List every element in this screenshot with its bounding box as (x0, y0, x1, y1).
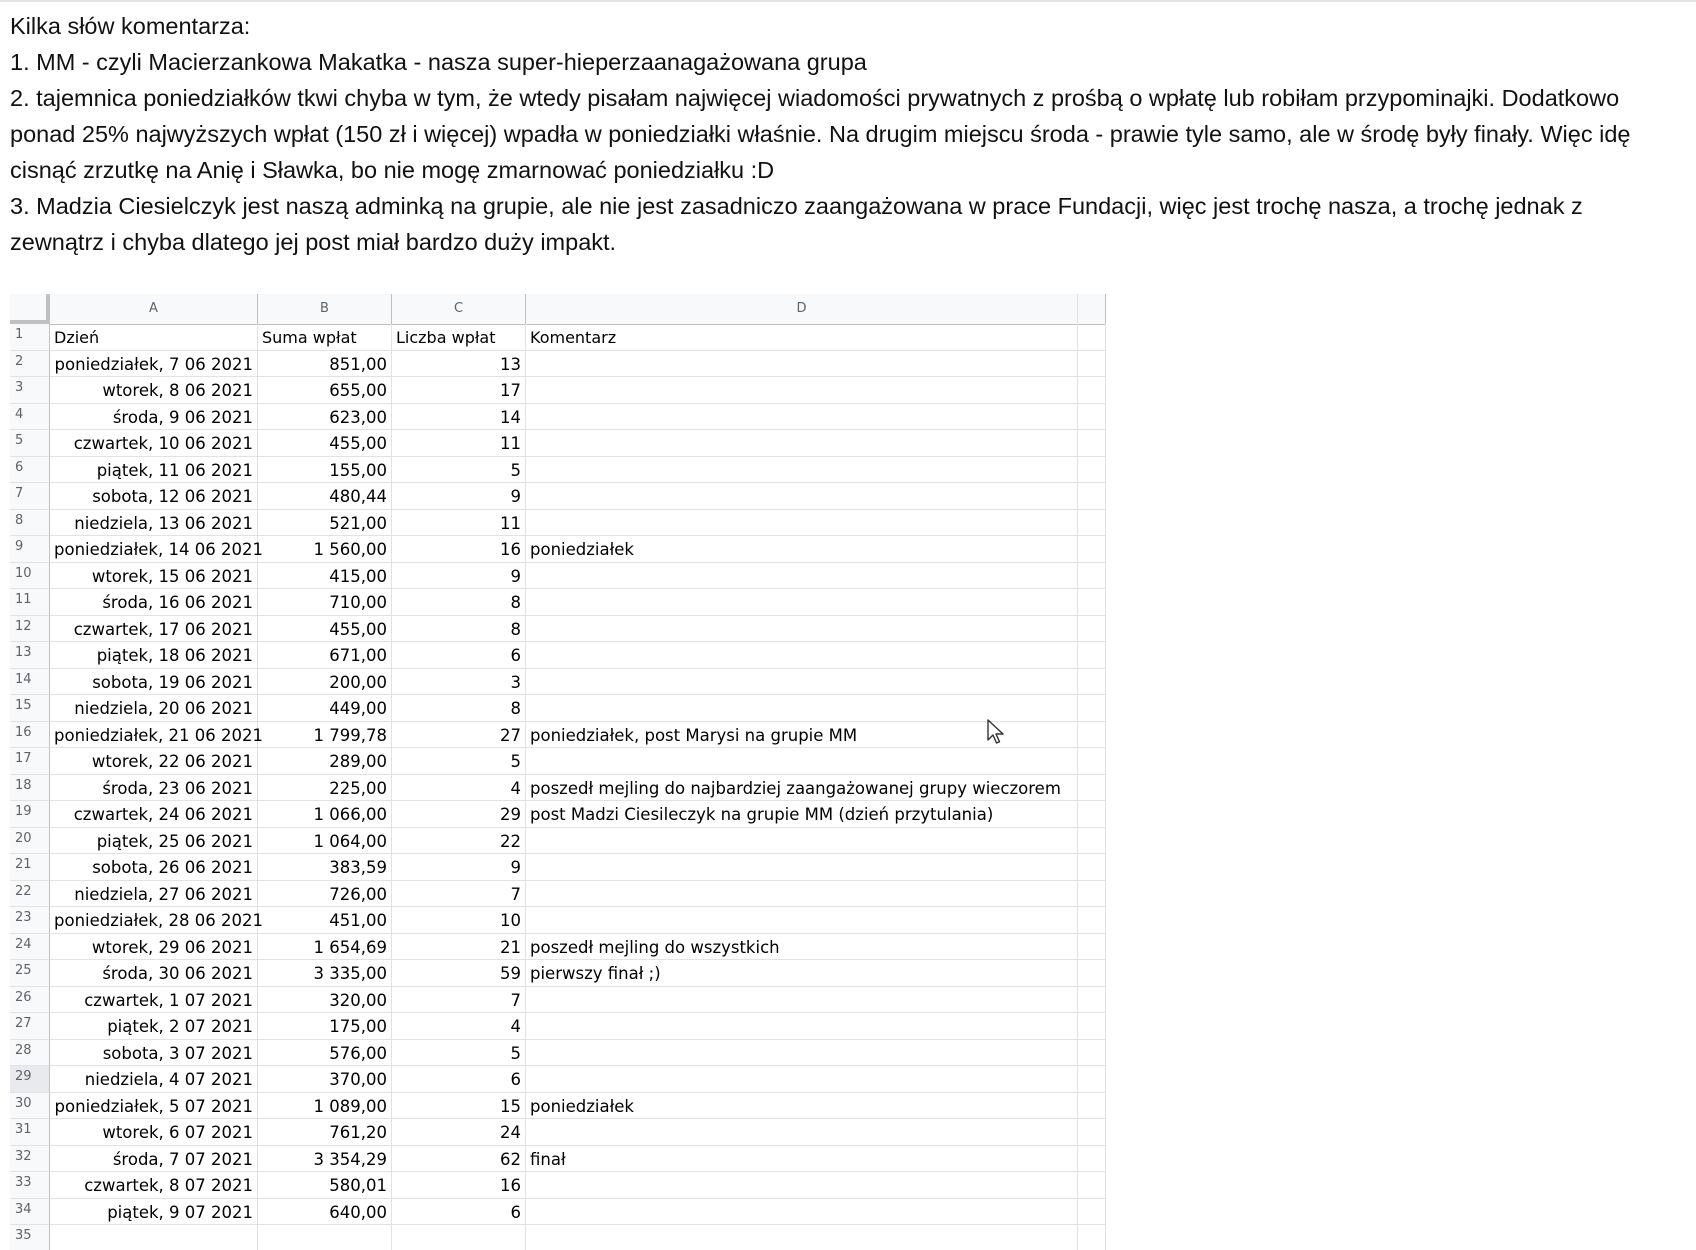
comment-cell[interactable] (526, 483, 1078, 510)
row-header[interactable]: 12 (10, 616, 50, 643)
comment-cell[interactable] (526, 404, 1078, 431)
day-cell[interactable]: piątek, 9 07 2021 (50, 1199, 258, 1226)
empty-cell[interactable] (1078, 1040, 1106, 1067)
count-cell[interactable]: 6 (392, 642, 526, 669)
comment-cell[interactable] (526, 1172, 1078, 1199)
table-row (10, 828, 1106, 855)
table-row (10, 960, 1106, 987)
table-row (10, 1119, 1106, 1146)
day-cell[interactable]: poniedziałek, 7 06 2021 (50, 351, 258, 378)
empty-cell[interactable] (1078, 828, 1106, 855)
sum-cell[interactable]: 726,00 (258, 881, 392, 908)
sum-cell[interactable]: 320,00 (258, 987, 392, 1014)
column-header-e[interactable] (1078, 294, 1106, 324)
empty-cell[interactable] (1078, 881, 1106, 908)
count-cell[interactable]: 4 (392, 775, 526, 802)
table-row (10, 510, 1106, 537)
empty-cell[interactable] (1078, 642, 1106, 669)
column-header-b[interactable]: B (258, 294, 392, 324)
day-cell[interactable]: sobota, 3 07 2021 (50, 1040, 258, 1067)
count-cell[interactable]: 9 (392, 563, 526, 590)
count-cell[interactable]: 10 (392, 907, 526, 934)
empty-cell[interactable] (1078, 854, 1106, 881)
sum-cell[interactable]: 710,00 (258, 589, 392, 616)
count-cell[interactable]: 9 (392, 854, 526, 881)
comment-cell[interactable] (526, 1040, 1078, 1067)
count-cell[interactable]: 6 (392, 1066, 526, 1093)
empty-cell[interactable] (1078, 589, 1106, 616)
day-cell[interactable]: środa, 7 07 2021 (50, 1146, 258, 1173)
sum-cell[interactable]: 1 066,00 (258, 801, 392, 828)
comment-cell[interactable]: poszedł mejling do wszystkich (526, 934, 1078, 961)
empty-cell[interactable] (1078, 351, 1106, 378)
day-cell[interactable] (50, 1225, 258, 1250)
empty-cell[interactable] (1078, 960, 1106, 987)
count-cell[interactable]: 29 (392, 801, 526, 828)
sum-cell[interactable]: 455,00 (258, 616, 392, 643)
row-header[interactable]: 11 (10, 589, 50, 616)
comment-cell[interactable] (526, 1119, 1078, 1146)
select-all-corner[interactable] (10, 294, 50, 324)
empty-cell[interactable] (1078, 616, 1106, 643)
header-cell-count[interactable]: Liczba wpłat (392, 324, 526, 351)
count-cell[interactable]: 8 (392, 695, 526, 722)
row-header[interactable]: 30 (10, 1093, 50, 1120)
empty-cell[interactable] (1078, 510, 1106, 537)
sum-cell[interactable]: 623,00 (258, 404, 392, 431)
comment-cell[interactable] (526, 616, 1078, 643)
empty-cell[interactable] (1078, 1093, 1106, 1120)
sum-cell[interactable]: 415,00 (258, 563, 392, 590)
sum-cell[interactable]: 449,00 (258, 695, 392, 722)
row-header[interactable]: 24 (10, 934, 50, 961)
table-row (10, 722, 1106, 749)
day-cell[interactable]: czwartek, 10 06 2021 (50, 430, 258, 457)
row-header[interactable]: 32 (10, 1146, 50, 1173)
empty-cell[interactable] (1078, 1146, 1106, 1173)
count-cell[interactable]: 27 (392, 722, 526, 749)
day-cell[interactable]: wtorek, 15 06 2021 (50, 563, 258, 590)
row-header[interactable]: 6 (10, 457, 50, 484)
spreadsheet[interactable] (10, 294, 1106, 1250)
day-cell[interactable]: piątek, 2 07 2021 (50, 1013, 258, 1040)
count-cell[interactable]: 8 (392, 616, 526, 643)
count-cell[interactable]: 62 (392, 1146, 526, 1173)
comment-cell[interactable] (526, 377, 1078, 404)
row-header[interactable]: 26 (10, 987, 50, 1014)
column-header-a[interactable]: A (50, 294, 258, 324)
sum-cell[interactable]: 225,00 (258, 775, 392, 802)
sum-cell[interactable]: 1 560,00 (258, 536, 392, 563)
row-header[interactable]: 29 (10, 1066, 50, 1093)
empty-cell[interactable] (1078, 1225, 1106, 1250)
row-header[interactable]: 5 (10, 430, 50, 457)
day-cell[interactable]: piątek, 18 06 2021 (50, 642, 258, 669)
comment-point-3: 3. Madzia Ciesielczyk jest naszą adminką na grupie, ale nie jest zasadniczo zaangażowana w prace Fundacji, więc jest trochę nasza, a trochę jednak z zewnątrz i chyba dlatego jej post miał bardzo duży impakt. (10, 193, 1583, 255)
count-cell[interactable]: 8 (392, 589, 526, 616)
comment-cell[interactable] (526, 510, 1078, 537)
column-header-c[interactable]: C (392, 294, 526, 324)
table-row (10, 987, 1106, 1014)
empty-cell[interactable] (1078, 695, 1106, 722)
day-cell[interactable]: wtorek, 22 06 2021 (50, 748, 258, 775)
row-header[interactable]: 27 (10, 1013, 50, 1040)
row-header[interactable]: 20 (10, 828, 50, 855)
count-cell[interactable]: 5 (392, 1040, 526, 1067)
table-row (10, 1146, 1106, 1173)
row-header[interactable]: 15 (10, 695, 50, 722)
sum-cell[interactable]: 1 654,69 (258, 934, 392, 961)
comment-cell[interactable] (526, 430, 1078, 457)
row-header[interactable]: 25 (10, 960, 50, 987)
empty-cell[interactable] (1078, 430, 1106, 457)
sum-cell[interactable]: 1 799,78 (258, 722, 392, 749)
row-header[interactable]: 4 (10, 404, 50, 431)
comment-cell[interactable]: poszedł mejling do najbardziej zaangażowanej grupy wieczorem (526, 775, 1078, 802)
comment-cell[interactable] (526, 563, 1078, 590)
day-cell[interactable]: środa, 16 06 2021 (50, 589, 258, 616)
day-cell[interactable]: niedziela, 4 07 2021 (50, 1066, 258, 1093)
table-row (10, 1040, 1106, 1067)
comment-cell[interactable] (526, 457, 1078, 484)
count-cell[interactable]: 21 (392, 934, 526, 961)
sum-cell[interactable]: 655,00 (258, 377, 392, 404)
table-row (10, 1199, 1106, 1226)
sum-cell[interactable] (258, 1225, 392, 1250)
sum-cell[interactable]: 383,59 (258, 854, 392, 881)
table-row (10, 483, 1106, 510)
empty-cell[interactable] (1078, 1172, 1106, 1199)
row-header[interactable]: 34 (10, 1199, 50, 1226)
count-cell[interactable]: 13 (392, 351, 526, 378)
table-row (10, 695, 1106, 722)
column-header-row (10, 294, 1106, 325)
row-header[interactable]: 19 (10, 801, 50, 828)
empty-cell[interactable] (1078, 483, 1106, 510)
day-cell[interactable]: poniedziałek, 28 06 2021 (50, 907, 258, 934)
empty-cell[interactable] (1078, 1119, 1106, 1146)
count-cell[interactable]: 5 (392, 748, 526, 775)
table-row (10, 430, 1106, 457)
table-row (10, 669, 1106, 696)
day-cell[interactable]: środa, 30 06 2021 (50, 960, 258, 987)
row-header[interactable]: 3 (10, 377, 50, 404)
comment-cell[interactable] (526, 1199, 1078, 1226)
empty-cell[interactable] (1078, 801, 1106, 828)
day-cell[interactable]: sobota, 12 06 2021 (50, 483, 258, 510)
table-row (10, 907, 1106, 934)
row-header[interactable]: 35 (10, 1225, 50, 1250)
day-cell[interactable]: wtorek, 29 06 2021 (50, 934, 258, 961)
row-header[interactable]: 31 (10, 1119, 50, 1146)
empty-cell[interactable] (1078, 457, 1106, 484)
comment-cell[interactable] (526, 881, 1078, 908)
row-header[interactable]: 2 (10, 351, 50, 378)
table-row (10, 642, 1106, 669)
day-cell[interactable]: czwartek, 24 06 2021 (50, 801, 258, 828)
sum-cell[interactable]: 521,00 (258, 510, 392, 537)
count-cell[interactable]: 14 (392, 404, 526, 431)
row-header[interactable]: 33 (10, 1172, 50, 1199)
day-cell[interactable]: piątek, 11 06 2021 (50, 457, 258, 484)
sum-cell[interactable]: 1 089,00 (258, 1093, 392, 1120)
table-row (10, 854, 1106, 881)
comment-cell[interactable] (526, 669, 1078, 696)
column-header-d[interactable]: D (526, 294, 1078, 324)
empty-cell[interactable] (1078, 669, 1106, 696)
count-cell[interactable]: 17 (392, 377, 526, 404)
count-cell[interactable]: 11 (392, 510, 526, 537)
table-row (10, 801, 1106, 828)
empty-cell[interactable] (1078, 934, 1106, 961)
row-header[interactable]: 28 (10, 1040, 50, 1067)
count-cell[interactable]: 5 (392, 457, 526, 484)
day-cell[interactable]: wtorek, 8 06 2021 (50, 377, 258, 404)
comment-cell[interactable] (526, 987, 1078, 1014)
row-header[interactable]: 9 (10, 536, 50, 563)
empty-cell[interactable] (1078, 1199, 1106, 1226)
sum-cell[interactable]: 640,00 (258, 1199, 392, 1226)
table-row (10, 775, 1106, 802)
empty-cell[interactable] (1078, 1013, 1106, 1040)
day-cell[interactable]: poniedziałek, 21 06 2021 (50, 722, 258, 749)
comment-cell[interactable] (526, 907, 1078, 934)
day-cell[interactable]: niedziela, 13 06 2021 (50, 510, 258, 537)
table-row (10, 377, 1106, 404)
day-cell[interactable]: środa, 9 06 2021 (50, 404, 258, 431)
table-row (10, 748, 1106, 775)
table-row (10, 457, 1106, 484)
comment-cell[interactable]: pierwszy finał ;) (526, 960, 1078, 987)
day-cell[interactable]: środa, 23 06 2021 (50, 775, 258, 802)
mouse-pointer-icon (986, 718, 1006, 746)
row-header[interactable]: 1 (10, 324, 50, 351)
count-cell[interactable]: 7 (392, 881, 526, 908)
empty-cell[interactable] (1078, 563, 1106, 590)
count-cell[interactable]: 4 (392, 1013, 526, 1040)
table-row (10, 881, 1106, 908)
comment-cell[interactable] (526, 1013, 1078, 1040)
sum-cell[interactable]: 851,00 (258, 351, 392, 378)
empty-cell[interactable] (1078, 987, 1106, 1014)
row-header[interactable]: 10 (10, 563, 50, 590)
table-row (10, 589, 1106, 616)
day-cell[interactable]: czwartek, 1 07 2021 (50, 987, 258, 1014)
table-row (10, 536, 1106, 563)
day-cell[interactable]: wtorek, 6 07 2021 (50, 1119, 258, 1146)
table-row (10, 1225, 1106, 1250)
table-row (10, 1066, 1106, 1093)
header-cell-day[interactable]: Dzień (50, 324, 258, 351)
count-cell[interactable]: 22 (392, 828, 526, 855)
empty-cell[interactable] (1078, 377, 1106, 404)
day-cell[interactable]: czwartek, 8 07 2021 (50, 1172, 258, 1199)
sum-cell[interactable]: 3 335,00 (258, 960, 392, 987)
sum-cell[interactable]: 480,44 (258, 483, 392, 510)
comment-cell[interactable] (526, 642, 1078, 669)
comment-heading: Kilka słów komentarza: (10, 13, 251, 39)
header-data-row (10, 324, 1106, 351)
row-header[interactable]: 17 (10, 748, 50, 775)
top-divider (0, 0, 1696, 2)
count-cell[interactable]: 15 (392, 1093, 526, 1120)
day-cell[interactable]: sobota, 19 06 2021 (50, 669, 258, 696)
comment-cell[interactable] (526, 854, 1078, 881)
row-header[interactable]: 7 (10, 483, 50, 510)
day-cell[interactable]: poniedziałek, 5 07 2021 (50, 1093, 258, 1120)
row-header[interactable]: 23 (10, 907, 50, 934)
day-cell[interactable]: piątek, 25 06 2021 (50, 828, 258, 855)
count-cell[interactable]: 16 (392, 1172, 526, 1199)
sum-cell[interactable]: 200,00 (258, 669, 392, 696)
row-header[interactable]: 8 (10, 510, 50, 537)
comment-cell[interactable]: finał (526, 1146, 1078, 1173)
sum-cell[interactable]: 155,00 (258, 457, 392, 484)
count-cell[interactable]: 59 (392, 960, 526, 987)
count-cell[interactable]: 6 (392, 1199, 526, 1226)
row-header[interactable]: 18 (10, 775, 50, 802)
empty-cell[interactable] (1078, 404, 1106, 431)
comment-cell[interactable] (526, 748, 1078, 775)
sum-cell[interactable]: 761,20 (258, 1119, 392, 1146)
count-cell[interactable]: 7 (392, 987, 526, 1014)
sum-cell[interactable]: 175,00 (258, 1013, 392, 1040)
empty-cell[interactable] (1078, 722, 1106, 749)
row-header[interactable]: 14 (10, 669, 50, 696)
header-cell-sum[interactable]: Suma wpłat (258, 324, 392, 351)
sum-cell[interactable]: 451,00 (258, 907, 392, 934)
sum-cell[interactable]: 580,01 (258, 1172, 392, 1199)
comment-point-2: 2. tajemnica poniedziałków tkwi chyba w tym, że wtedy pisałam najwięcej wiadomości prywatnych z prośbą o wpłatę lub robiłam przypominajki. Dodatkowo ponad 25% najwyższych wpłat (150 zł i więcej) wpadła w poniedziałki właśnie. Na drugim miejscu środa - prawie tyle samo, ale w środę były finały. Więc idę cisnąć zrzutkę na Anię i Sławka, bo nie mogę zmarnować poniedziałku :D (10, 85, 1631, 183)
sum-cell[interactable]: 3 354,29 (258, 1146, 392, 1173)
table-row (10, 1013, 1106, 1040)
comment-cell[interactable]: poniedziałek (526, 1093, 1078, 1120)
empty-cell[interactable] (1078, 775, 1106, 802)
empty-cell[interactable] (1078, 536, 1106, 563)
header-cell-comment[interactable]: Komentarz (526, 324, 1078, 351)
sum-cell[interactable]: 370,00 (258, 1066, 392, 1093)
empty-cell[interactable] (1078, 1066, 1106, 1093)
comment-cell[interactable] (526, 589, 1078, 616)
table-row (10, 616, 1106, 643)
sum-cell[interactable]: 671,00 (258, 642, 392, 669)
sum-cell[interactable]: 289,00 (258, 748, 392, 775)
comment-cell[interactable]: poniedziałek, post Marysi na grupie MM (526, 722, 1078, 749)
row-header[interactable]: 22 (10, 881, 50, 908)
table-row (10, 1093, 1106, 1120)
comment-cell[interactable] (526, 351, 1078, 378)
sum-cell[interactable]: 1 064,00 (258, 828, 392, 855)
count-cell[interactable] (392, 1225, 526, 1250)
table-row (10, 404, 1106, 431)
count-cell[interactable]: 24 (392, 1119, 526, 1146)
count-cell[interactable]: 9 (392, 483, 526, 510)
day-cell[interactable]: sobota, 26 06 2021 (50, 854, 258, 881)
day-cell[interactable]: czwartek, 17 06 2021 (50, 616, 258, 643)
row-header[interactable]: 13 (10, 642, 50, 669)
table-row (10, 934, 1106, 961)
comment-cell[interactable]: post Madzi Ciesileczyk na grupie MM (dzień przytulania) (526, 801, 1078, 828)
sum-cell[interactable]: 576,00 (258, 1040, 392, 1067)
comment-cell[interactable] (526, 1066, 1078, 1093)
empty-cell[interactable] (1078, 324, 1106, 351)
comment-text-block (10, 8, 1680, 260)
count-cell[interactable]: 16 (392, 536, 526, 563)
day-cell[interactable]: niedziela, 20 06 2021 (50, 695, 258, 722)
empty-cell[interactable] (1078, 907, 1106, 934)
comment-cell[interactable] (526, 1225, 1078, 1250)
table-row (10, 563, 1106, 590)
day-cell[interactable]: poniedziałek, 14 06 2021 (50, 536, 258, 563)
empty-cell[interactable] (1078, 748, 1106, 775)
count-cell[interactable]: 11 (392, 430, 526, 457)
row-header[interactable]: 16 (10, 722, 50, 749)
sum-cell[interactable]: 455,00 (258, 430, 392, 457)
table-row (10, 1172, 1106, 1199)
comment-cell[interactable] (526, 828, 1078, 855)
table-row (10, 351, 1106, 378)
comment-point-1: 1. MM - czyli Macierzankowa Makatka - nasza super-hieperzaanagażowana grupa (10, 49, 867, 75)
day-cell[interactable]: niedziela, 27 06 2021 (50, 881, 258, 908)
comment-cell[interactable]: poniedziałek (526, 536, 1078, 563)
row-header[interactable]: 21 (10, 854, 50, 881)
count-cell[interactable]: 3 (392, 669, 526, 696)
